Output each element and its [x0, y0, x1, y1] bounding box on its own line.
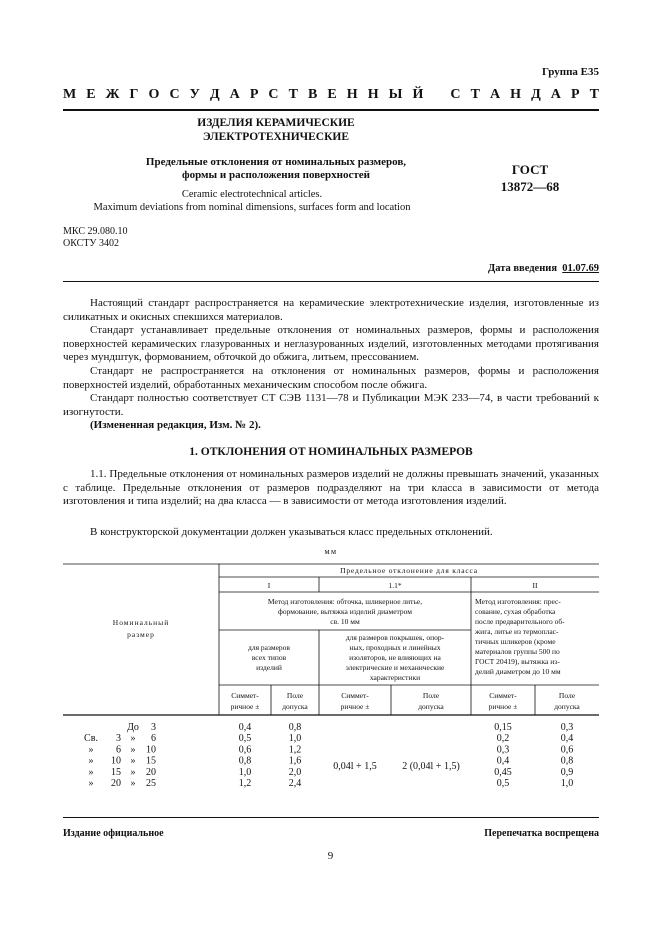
- banner-letter: Т: [288, 87, 298, 102]
- classification-codes: [63, 226, 127, 250]
- cell-sep: »: [130, 733, 136, 745]
- banner-letter: С: [169, 87, 180, 102]
- method-b-line-6: материалов группы 500 по: [475, 647, 560, 656]
- deviation-header: Предельное отклонение для класса: [340, 566, 478, 575]
- method-b-line-7: ГОСТ 20419), вытяжка из-: [475, 657, 560, 666]
- banner-letter: Ы: [388, 87, 403, 102]
- cell-i-sym: 1,2: [238, 778, 252, 789]
- nominal-header-line-1: Номинальный: [112, 618, 170, 627]
- cell-from: 10: [111, 755, 121, 767]
- method-b-line-8: делий диаметром до 10 мм: [475, 667, 561, 676]
- english-title-line-2: Maximum deviations from nominal dimensions, surfaces form and location: [93, 202, 411, 213]
- date-value: 01.07.69: [562, 263, 599, 274]
- paragraph-1-1: 1.1. Предельные отклонения от номинальных размеров изделий не должны превышать значений, указанных с таблице. Предельные отклонения от размеров подразделяют на три класса в зависимости от метода изготовления и типа изделий; на два класса — в зависимости от метода изготовления изделий.: [63, 468, 599, 508]
- banner-letter: Д: [531, 87, 541, 102]
- class-11-field-value: 2 (0,04l + 1,5): [402, 761, 460, 772]
- 11-sym-header-1: Симмет-: [341, 691, 369, 700]
- i-field-header-1: Поле: [286, 691, 304, 700]
- standard-banner: [63, 87, 599, 103]
- i-field-header-2: допуска: [282, 702, 308, 711]
- banner-letter: О: [148, 87, 160, 102]
- cell-ii-field: 0,4: [560, 733, 574, 745]
- cell-pre: »: [88, 766, 94, 778]
- page-number: 9: [327, 850, 334, 862]
- cell-ii-field: 1,0: [560, 778, 574, 789]
- subtitle-line-1: Предельные отклонения от номинальных размеров,: [145, 156, 407, 168]
- method-a-line-2: формование, вытяжка изделий диаметром: [277, 607, 413, 616]
- method-b-line-3: после предварительного об-: [475, 617, 565, 626]
- paragraph-exclusion: Стандарт не распространяется на отклонения от номинальных размеров, формы и расположения поверхностей изделий, обработанных механическим способом после обжига.: [63, 365, 599, 391]
- cell-ii-sym: 0,3: [496, 744, 510, 756]
- sub-11-line-2: ных, проходных и линейных: [349, 643, 441, 652]
- english-title: [62, 188, 442, 214]
- cell-i-sym: 0,6: [238, 744, 252, 756]
- sub-i-line-3: изделий: [256, 663, 282, 672]
- gost-number: [470, 161, 590, 195]
- cell-to: 10: [146, 744, 156, 756]
- cell-sep: »: [130, 744, 136, 756]
- banner-letter: Д: [209, 87, 220, 102]
- i-sym-header-1: Симмет-: [231, 691, 259, 700]
- sub-11-line-4: электрические и механические: [345, 663, 445, 672]
- cell-ii-field: 0,3: [560, 722, 574, 733]
- cell-i-field: 1,0: [288, 733, 302, 745]
- method-b-line-5: тичных шликеров (кроме: [475, 637, 556, 646]
- banner-letter: Н: [367, 87, 379, 102]
- banner-letter: Т: [470, 87, 480, 102]
- cell-ii-sym: 0,4: [496, 755, 510, 767]
- table-body: [84, 722, 573, 789]
- cell-sep: До: [127, 722, 139, 733]
- paragraph-establishes: Стандарт устанавливает предельные отклонения от номинальных размеров, формы и расположения поверхностей керамических глазурованных и неглазурованных изделий, изготовленных методами протягивания через мундштук, формованием, обточкой до обжига, литьем, прессованием.: [63, 324, 599, 364]
- group-label: Группа Е35: [541, 66, 599, 78]
- cell-pre: Св.: [84, 733, 98, 745]
- cell-i-sym: 0,5: [238, 733, 252, 745]
- class-ii-label: II: [532, 581, 538, 590]
- banner-letter: У: [189, 87, 200, 102]
- nominal-header-line-2: размер: [127, 630, 155, 639]
- banner-letter: Т: [589, 87, 599, 102]
- 11-sym-header-2: ричное ±: [340, 702, 370, 711]
- cell-ii-sym: 0,2: [496, 733, 510, 745]
- 11-field-header-1: Поле: [422, 691, 440, 700]
- cell-i-sym: 1,0: [238, 766, 252, 778]
- cell-ii-field: 0,6: [560, 744, 574, 756]
- cell-to: 15: [146, 755, 156, 767]
- paragraph-design-docs: В конструкторской документации должен указываться класс предельных отклонений.: [90, 526, 493, 538]
- table-unit: мм: [324, 547, 338, 556]
- mks-code: МКС 29.080.10: [63, 226, 128, 237]
- banner-letter: А: [489, 87, 501, 102]
- banner-letter: Г: [129, 87, 139, 102]
- date-label: Дата введения: [488, 263, 557, 274]
- banner-letter: Й: [412, 87, 424, 102]
- 11-field-header-2: допуска: [418, 702, 444, 711]
- section-title: 1. ОТКЛОНЕНИЯ ОТ НОМИНАЛЬНЫХ РАЗМЕРОВ: [189, 446, 473, 458]
- sub-11-line-1: для размеров покрышек, опор-: [345, 633, 445, 642]
- banner-letter: М: [63, 87, 77, 102]
- cell-ii-field: 0,8: [560, 755, 574, 767]
- gost-code: 13872—68: [500, 179, 560, 194]
- banner-letter: В: [307, 87, 318, 102]
- cell-i-field: 1,6: [288, 755, 302, 767]
- document-title: [118, 116, 434, 144]
- method-a-line-1: Метод изготовления: обточка, шликерное литье,: [267, 597, 423, 606]
- method-b-line-2: сование, сухая обработка: [475, 607, 556, 616]
- middle-rule: [63, 281, 599, 282]
- english-title-line-1: Ceramic electrotechnical articles.: [181, 189, 323, 200]
- banner-letter: Ж: [105, 87, 120, 102]
- footer-reprint: Перепечатка воспрещена: [484, 828, 599, 839]
- cell-from: 20: [111, 778, 121, 789]
- title-line-2: ЭЛЕКТРОТЕХНИЧЕСКИЕ: [202, 131, 350, 143]
- subtitle-line-2: формы и расположения поверхностей: [181, 169, 370, 181]
- footer-edition: Издание официальное: [63, 828, 164, 839]
- cell-pre: »: [88, 778, 94, 789]
- gost-label: ГОСТ: [511, 162, 549, 177]
- cell-sep: »: [130, 766, 136, 778]
- introduction-date: [488, 263, 599, 274]
- banner-letter: С: [268, 87, 279, 102]
- class-11-sym-value: 0,04l + 1,5: [333, 761, 377, 772]
- banner-letter: Е: [86, 87, 96, 102]
- class-i-label: I: [267, 581, 271, 590]
- sub-11-line-3: изоляторов, не влияющих на: [349, 653, 441, 662]
- cell-sep: »: [130, 755, 136, 767]
- cell-to: 20: [146, 766, 156, 778]
- sub-i-line-1: для размеров: [248, 643, 290, 652]
- okstu-code: ОКСТУ 3402: [63, 238, 120, 249]
- cell-i-field: 1,2: [288, 744, 302, 756]
- cell-i-sym: 0,8: [238, 755, 252, 767]
- banner-letter: С: [450, 87, 461, 102]
- title-line-1: ИЗДЕЛИЯ КЕРАМИЧЕСКИЕ: [197, 117, 355, 129]
- cell-ii-sym: 0,45: [494, 766, 512, 778]
- cell-pre: »: [88, 744, 94, 756]
- method-b-line-1: Метод изготовления: прес-: [475, 597, 561, 606]
- banner-letter: Р: [249, 87, 259, 102]
- cell-ii-field: 0,9: [560, 766, 574, 778]
- cell-from: 3: [116, 733, 121, 745]
- bottom-rule: [63, 817, 599, 818]
- banner-letter: Р: [570, 87, 580, 102]
- cell-i-field: 2,4: [288, 778, 302, 789]
- banner-letter: Н: [346, 87, 358, 102]
- cell-i-field: 0,8: [288, 722, 302, 733]
- cell-ii-sym: 0,15: [494, 722, 512, 733]
- cell-to: 3: [151, 722, 156, 733]
- banner-letter: А: [229, 87, 240, 102]
- document-subtitle: [118, 156, 434, 182]
- ii-sym-header-1: Симмет-: [489, 691, 517, 700]
- cell-ii-sym: 0,5: [496, 778, 510, 789]
- class-1-1-label: 1.1*: [388, 581, 402, 590]
- banner-letter: А: [550, 87, 561, 102]
- cell-to: 25: [146, 778, 156, 789]
- banner-gap: [433, 87, 440, 103]
- cell-i-field: 2,0: [288, 766, 302, 778]
- top-rule: [63, 109, 599, 111]
- sub-11-line-5: характеристики: [369, 673, 421, 682]
- cell-from: 6: [116, 744, 121, 756]
- method-a-line-3: св. 10 мм: [330, 617, 360, 626]
- ii-field-header-1: Поле: [558, 691, 576, 700]
- i-sym-header-2: ричное ±: [230, 702, 260, 711]
- banner-letter: Н: [510, 87, 522, 102]
- ii-sym-header-2: ричное ±: [488, 702, 518, 711]
- cell-i-sym: 0,4: [238, 722, 252, 733]
- cell-from: 15: [111, 766, 121, 778]
- method-b-line-4: жига, литье из термоплас-: [475, 627, 559, 636]
- paragraph-scope: Настоящий стандарт распространяется на керамические электротехнические изделия, изготовленные из силикатных и окисных спекшихся материалов.: [63, 297, 599, 323]
- sub-i-line-2: всех типов: [251, 653, 287, 662]
- cell-to: 6: [151, 733, 156, 745]
- cell-sep: »: [130, 778, 136, 789]
- banner-letter: Е: [327, 87, 337, 102]
- cell-pre: »: [88, 755, 94, 767]
- paragraph-amendment: (Измененная редакция, Изм. № 2).: [90, 419, 261, 431]
- deviation-table: [63, 560, 599, 810]
- paragraph-compliance: Стандарт полностью соответствует СТ СЭВ 1131—78 и Публикации МЭК 233—74, в части требований к изогнутости.: [63, 392, 599, 418]
- ii-field-header-2: допуска: [554, 702, 580, 711]
